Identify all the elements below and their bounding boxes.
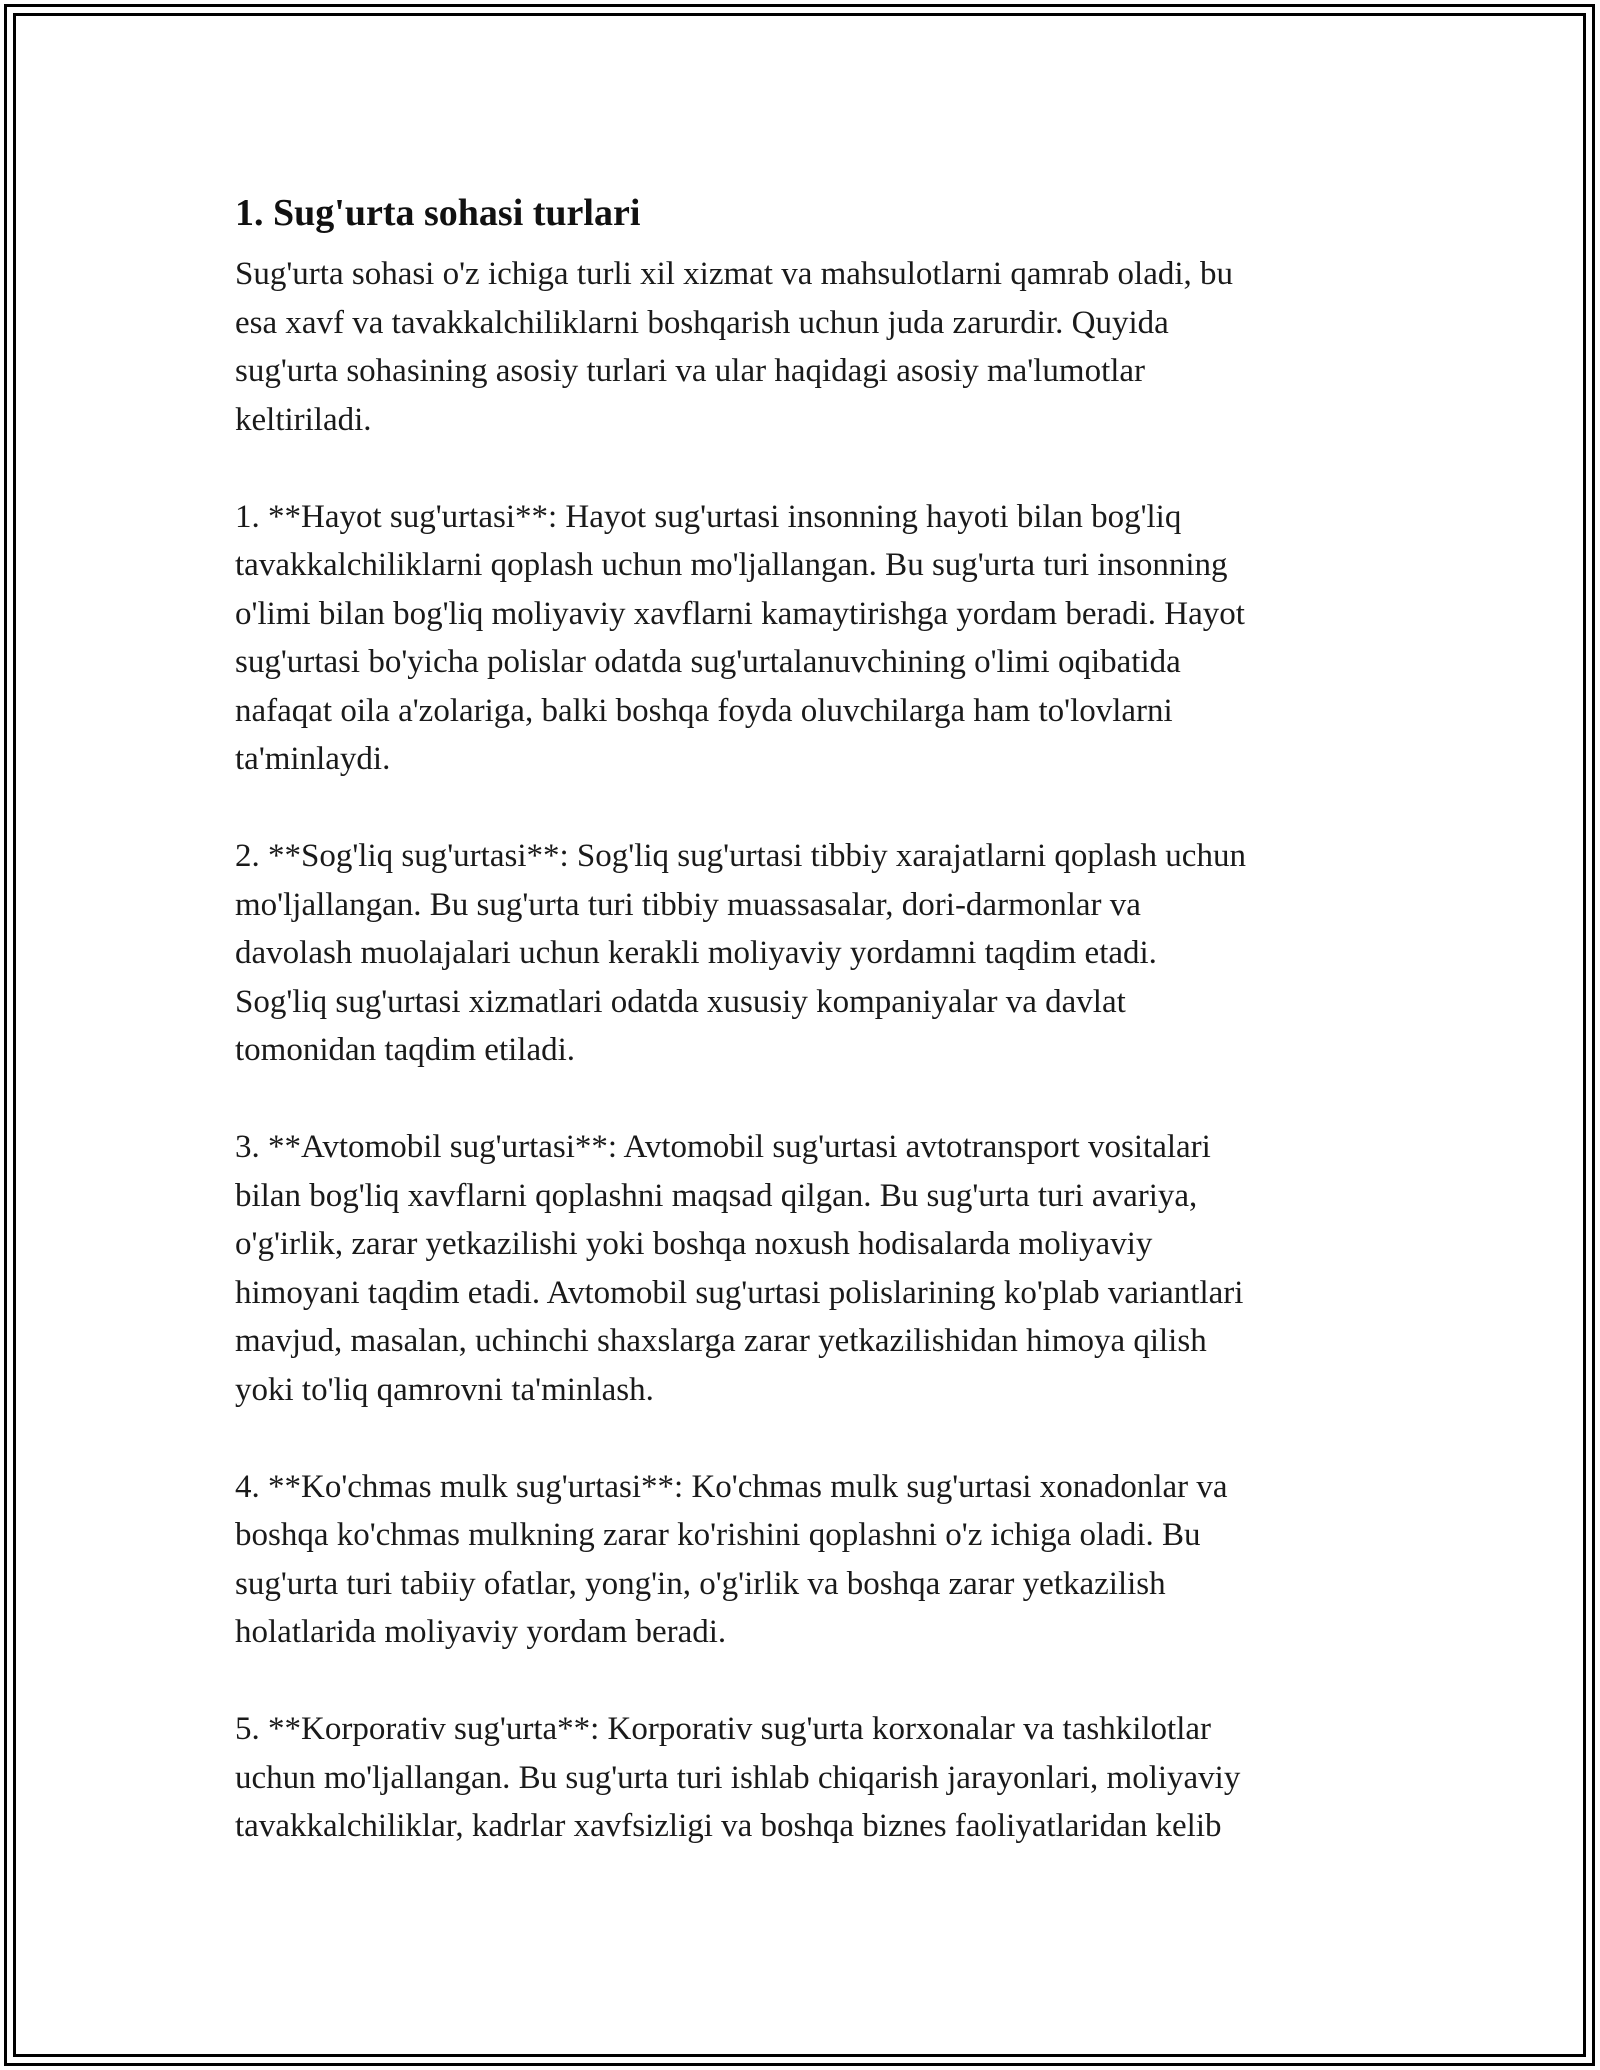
section-heading: 1. Sug'urta sohasi turlari [235,192,641,234]
corporate-insurance-paragraph: 5. **Korporativ sug'urta**: Korporativ sug'urta korxonalar va tashkilotlar uchun mo'ljallangan. Bu sug'urta turi ishlab chiqarish jarayonlari, moliyaviy tavakkalchiliklar, kadrlar xavfsizligi va boshqa biznes faoliyatlaridan kelib [235,1711,1241,1844]
property-insurance-paragraph: 4. **Ko'chmas mulk sug'urtasi**: Ko'chmas mulk sug'urtasi xonadonlar va boshqa ko'chmas mulkning zarar ko'rishini qoplashni o'z ichiga oladi. Bu sug'urta turi tabiiy ofatlar, yong'in, o'g'irlik va boshqa zarar yetkazilish holatlarida moliyaviy yordam beradi. [235,1468,1228,1650]
life-insurance-paragraph: 1. **Hayot sug'urtasi**: Hayot sug'urtasi insonning hayoti bilan bog'liq tavakkalchiliklarni qoplash uchun mo'ljallangan. Bu sug'urta turi insonning o'limi bilan bog'liq moliyaviy xavflarni kamaytirishga yordam beradi. Hayot sug'urtasi bo'yicha polislar odatda sug'urtalanuvchining o'limi oqibatida nafaqat oila a'zolariga, balki boshqa foyda oluvchilarga ham to'lovlarni ta'minlaydi. [235,498,1245,777]
auto-insurance-paragraph: 3. **Avtomobil sug'urtasi**: Avtomobil sug'urtasi avtotransport vositalari bilan bog'liq xavflarni qoplashni maqsad qilgan. Bu sug'urta turi avariya, o'g'irlik, zarar yetkazilishi yoki boshqa noxush hodisalarda moliyaviy himoyani taqdim etadi. Avtomobil sug'urtasi polislarining ko'plab variantlari mavjud, masalan, uchinchi shaxslarga zarar yetkazilishidan himoya qilish yoki to'liq qamrovni ta'minlash. [235,1129,1244,1408]
health-insurance-paragraph: 2. **Sog'liq sug'urtasi**: Sog'liq sug'urtasi tibbiy xarajatlarni qoplash uchun mo'ljallangan. Bu sug'urta turi tibbiy muassasalar, dori-darmonlar va davolash muolajalari uchun kerakli moliyaviy yordamni taqdim etadi. Sog'liq sug'urtasi xizmatlari odatda xususiy kompaniyalar va davlat tomonidan taqdim etiladi. [235,838,1246,1068]
intro-paragraph: Sug'urta sohasi o'z ichiga turli xil xizmat va mahsulotlarni qamrab oladi, bu esa xavf va tavakkalchiliklarni boshqarish uchun juda zarurdir. Quyida sug'urta sohasining asosiy turlari va ular haqidagi asosiy ma'lumotlar keltiriladi. [235,256,1234,438]
document-body [235,186,1375,1899]
